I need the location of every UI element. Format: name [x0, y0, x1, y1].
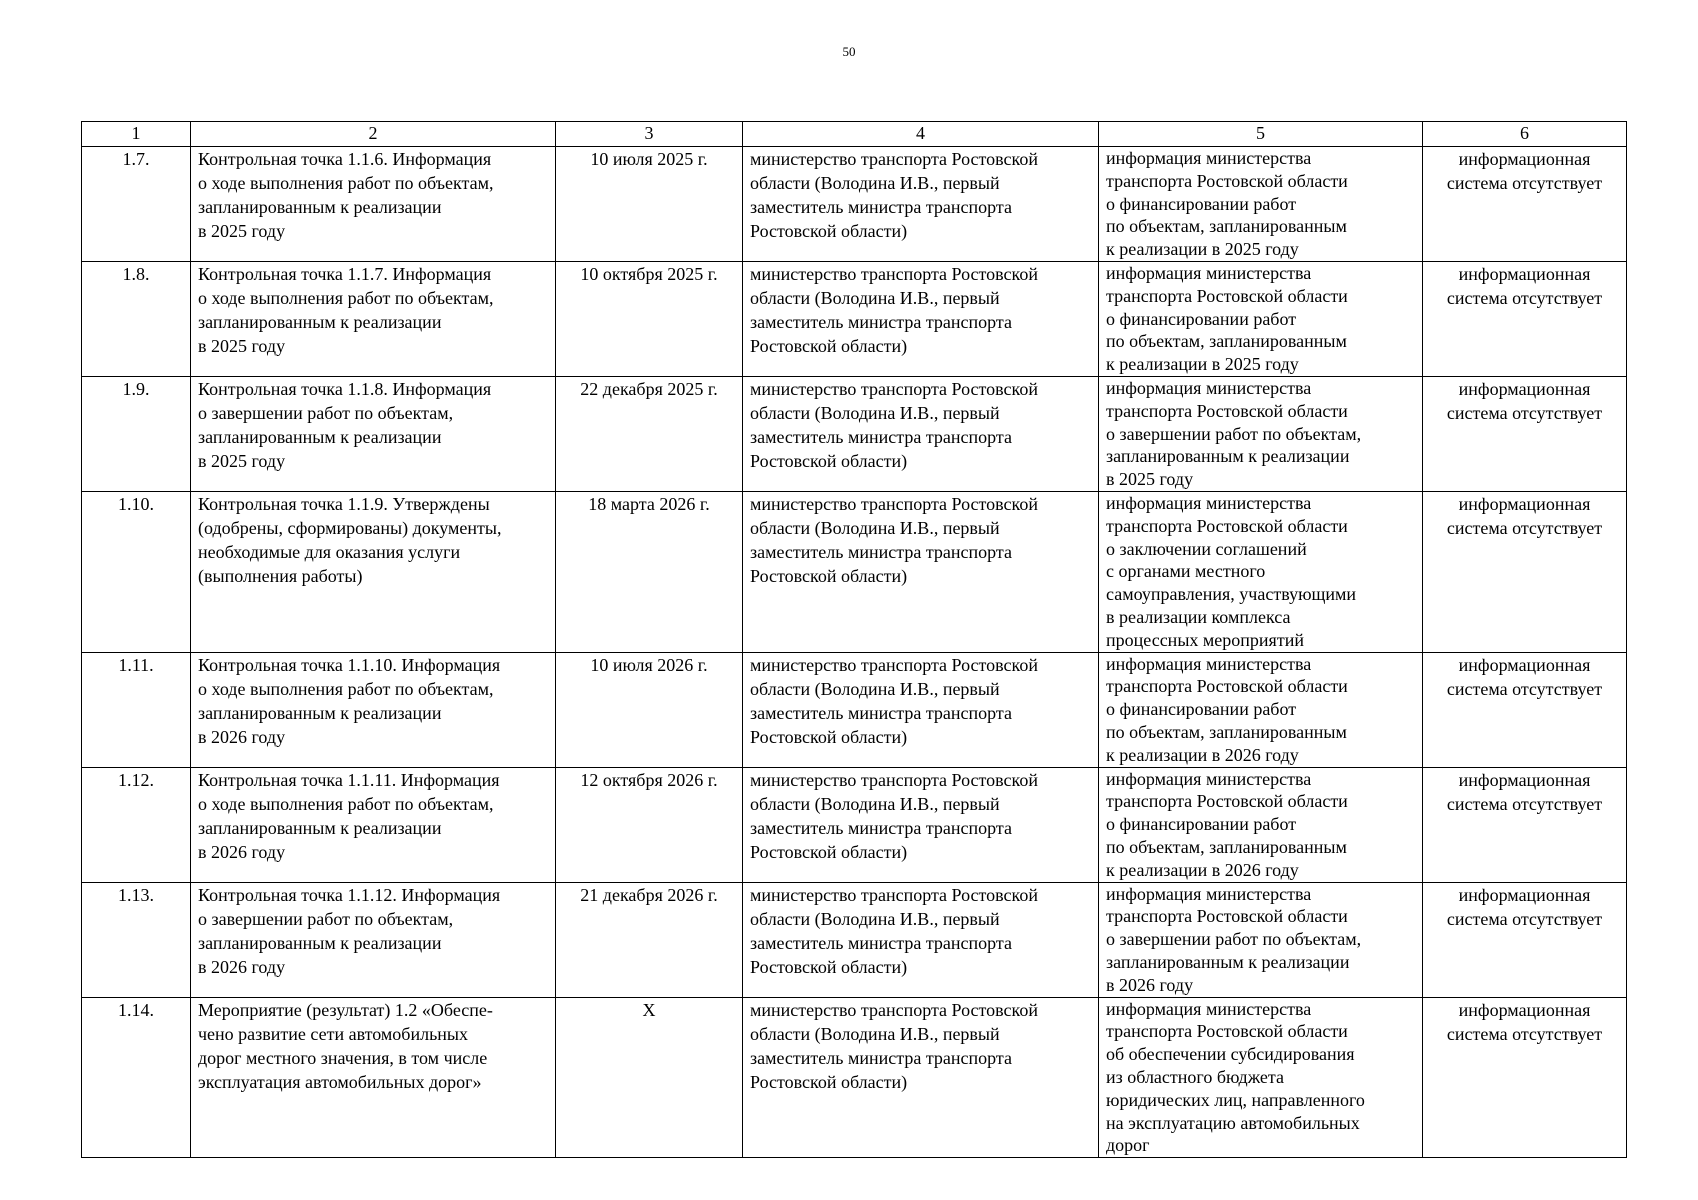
row-number: 1.9. [122, 379, 150, 399]
row-title: Контрольная точка 1.1.9. Утверждены (одобрены, сформированы) документы, необходимые для оказания услуги (выполнения работы) [198, 494, 502, 586]
row-date-cell [556, 147, 743, 262]
table-row [82, 882, 1627, 997]
row-document-cell [1099, 997, 1423, 1158]
table-row [82, 377, 1627, 492]
row-date: 18 марта 2026 г. [588, 494, 710, 514]
row-info-system: информационная система отсутствует [1446, 654, 1603, 699]
row-document-cell [1099, 377, 1423, 492]
row-number: 1.12. [118, 769, 154, 790]
row-number: 1.14. [118, 999, 154, 1020]
row-date-cell [556, 652, 743, 767]
row-info-system: информационная система отсутствует [1446, 769, 1603, 814]
row-number: 1.13. [118, 884, 154, 905]
row-number: 1.10. [118, 494, 154, 514]
row-info-system-cell [1423, 997, 1627, 1158]
row-date-cell [556, 492, 743, 653]
row-date-cell [556, 262, 743, 377]
row-date-cell [556, 767, 743, 882]
table-row [82, 767, 1627, 882]
row-document: информация министерства транспорта Ростовской области о завершении работ по объектам, запланированным к реализации в 2025 году [1106, 378, 1362, 490]
table-row [82, 652, 1627, 767]
row-title: Контрольная точка 1.1.6. Информация о ходе выполнения работ по объектам, запланированным к реализации в 2025 году [198, 149, 494, 241]
row-responsible: министерство транспорта Ростовской области (Володина И.В., первый заместитель министра транспорта Ростовской области) [750, 884, 1039, 977]
row-date-cell [556, 377, 743, 492]
row-info-system-cell [1423, 147, 1627, 262]
column-header: 2 [191, 122, 556, 147]
row-info-system-cell [1423, 377, 1627, 492]
table-header-row [82, 122, 1627, 147]
table-row [82, 262, 1627, 377]
row-responsible: министерство транспорта Ростовской области (Володина И.В., первый заместитель министра транспорта Ростовской области) [750, 999, 1039, 1092]
row-date: 10 октября 2025 г. [580, 264, 718, 284]
row-number: 1.8. [122, 264, 150, 284]
row-title-cell [191, 377, 556, 492]
column-header: 6 [1423, 122, 1627, 147]
row-document: информация министерства транспорта Ростовской области об обеспечении субсидирования из областного бюджета юридических лиц, направленного на эксплуатацию автомобильных дорог [1106, 998, 1365, 1156]
page-number: 50 [842, 44, 856, 59]
row-date-cell [556, 997, 743, 1158]
row-title-cell [191, 492, 556, 653]
row-info-system-cell [1423, 882, 1627, 997]
row-responsible-cell [743, 997, 1099, 1158]
row-number: 1.11. [118, 654, 154, 675]
row-info-system-cell [1423, 767, 1627, 882]
column-header: 1 [82, 122, 191, 147]
row-title-cell [191, 652, 556, 767]
row-responsible-cell [743, 882, 1099, 997]
column-header: 3 [556, 122, 743, 147]
row-date: 22 декабря 2025 г. [580, 379, 718, 399]
row-info-system: информационная система отсутствует [1446, 379, 1603, 423]
row-responsible: министерство транспорта Ростовской области (Володина И.В., первый заместитель министра транспорта Ростовской области) [750, 379, 1039, 471]
row-responsible-cell [743, 377, 1099, 492]
row-document-cell [1099, 652, 1423, 767]
row-document: информация министерства транспорта Ростовской области о финансировании работ по объектам, запланированным к реализации в 2025 году [1106, 263, 1348, 375]
row-title: Контрольная точка 1.1.8. Информация о завершении работ по объектам, запланированным к реализации в 2025 году [198, 379, 492, 471]
row-responsible: министерство транспорта Ростовской области (Володина И.В., первый заместитель министра транспорта Ростовской области) [750, 149, 1039, 241]
row-responsible-cell [743, 767, 1099, 882]
row-document: информация министерства транспорта Ростовской области о финансировании работ по объектам, запланированным к реализации в 2026 году [1106, 653, 1348, 765]
row-responsible: министерство транспорта Ростовской области (Володина И.В., первый заместитель министра транспорта Ростовской области) [750, 769, 1039, 862]
row-document-cell [1099, 492, 1423, 653]
row-info-system-cell [1423, 492, 1627, 653]
row-document-cell [1099, 882, 1423, 997]
column-header: 5 [1099, 122, 1423, 147]
row-number-cell [82, 492, 191, 653]
row-number: 1.7. [122, 149, 150, 169]
row-document: информация министерства транспорта Ростовской области о завершении работ по объектам, запланированным к реализации в 2026 году [1106, 883, 1362, 995]
row-number-cell [82, 882, 191, 997]
row-document: информация министерства транспорта Ростовской области о заключении соглашений с органами местного самоуправления, участвующими в реализации комплекса процессных мероприятий [1106, 493, 1357, 650]
row-document: информация министерства транспорта Ростовской области о финансировании работ по объектам, запланированным к реализации в 2026 году [1106, 768, 1348, 880]
row-info-system-cell [1423, 652, 1627, 767]
row-date: 10 июля 2026 г. [590, 654, 708, 675]
control-points-table [81, 121, 1627, 1158]
row-responsible-cell [743, 492, 1099, 653]
row-title-cell [191, 147, 556, 262]
row-number-cell [82, 377, 191, 492]
row-date: 10 июля 2025 г. [590, 149, 708, 169]
row-title-cell [191, 767, 556, 882]
row-number-cell [82, 262, 191, 377]
row-document-cell [1099, 147, 1423, 262]
row-responsible: министерство транспорта Ростовской области (Володина И.В., первый заместитель министра транспорта Ростовской области) [750, 264, 1039, 356]
row-number-cell [82, 147, 191, 262]
row-date-cell [556, 882, 743, 997]
table-row [82, 492, 1627, 653]
row-info-system: информационная система отсутствует [1446, 149, 1603, 193]
row-document-cell [1099, 767, 1423, 882]
row-info-system: информационная система отсутствует [1446, 264, 1603, 308]
row-number-cell [82, 997, 191, 1158]
row-responsible: министерство транспорта Ростовской области (Володина И.В., первый заместитель министра транспорта Ростовской области) [750, 654, 1039, 747]
row-number-cell [82, 652, 191, 767]
row-info-system-cell [1423, 262, 1627, 377]
row-responsible-cell [743, 652, 1099, 767]
row-title: Мероприятие (результат) 1.2 «Обеспе- чено развитие сети автомобильных дорог местного значения, в том числе эксплуатация автомобильных дорог» [198, 999, 493, 1092]
row-date: Х [642, 999, 656, 1020]
row-title: Контрольная точка 1.1.11. Информация о ходе выполнения работ по объектам, запланированным к реализации в 2026 году [198, 769, 500, 862]
row-title: Контрольная точка 1.1.12. Информация о завершении работ по объектам, запланированным к реализации в 2026 году [198, 884, 501, 977]
row-info-system: информационная система отсутствует [1446, 494, 1603, 538]
row-title-cell [191, 882, 556, 997]
row-responsible: министерство транспорта Ростовской области (Володина И.В., первый заместитель министра транспорта Ростовской области) [750, 494, 1039, 586]
row-date: 12 октября 2026 г. [580, 769, 718, 790]
row-document: информация министерства транспорта Ростовской области о финансировании работ по объектам, запланированным к реализации в 2025 году [1106, 148, 1348, 260]
table-body [82, 147, 1627, 1158]
row-title-cell [191, 262, 556, 377]
row-title: Контрольная точка 1.1.7. Информация о ходе выполнения работ по объектам, запланированным к реализации в 2025 году [198, 264, 494, 356]
row-date: 21 декабря 2026 г. [580, 884, 718, 905]
table-row [82, 997, 1627, 1158]
row-responsible-cell [743, 147, 1099, 262]
column-header: 4 [743, 122, 1099, 147]
row-responsible-cell [743, 262, 1099, 377]
row-number-cell [82, 767, 191, 882]
row-info-system: информационная система отсутствует [1446, 999, 1603, 1044]
table-row [82, 147, 1627, 262]
row-title-cell [191, 997, 556, 1158]
row-info-system: информационная система отсутствует [1446, 884, 1603, 929]
row-title: Контрольная точка 1.1.10. Информация о ходе выполнения работ по объектам, запланированным к реализации в 2026 году [198, 654, 501, 747]
row-document-cell [1099, 262, 1423, 377]
